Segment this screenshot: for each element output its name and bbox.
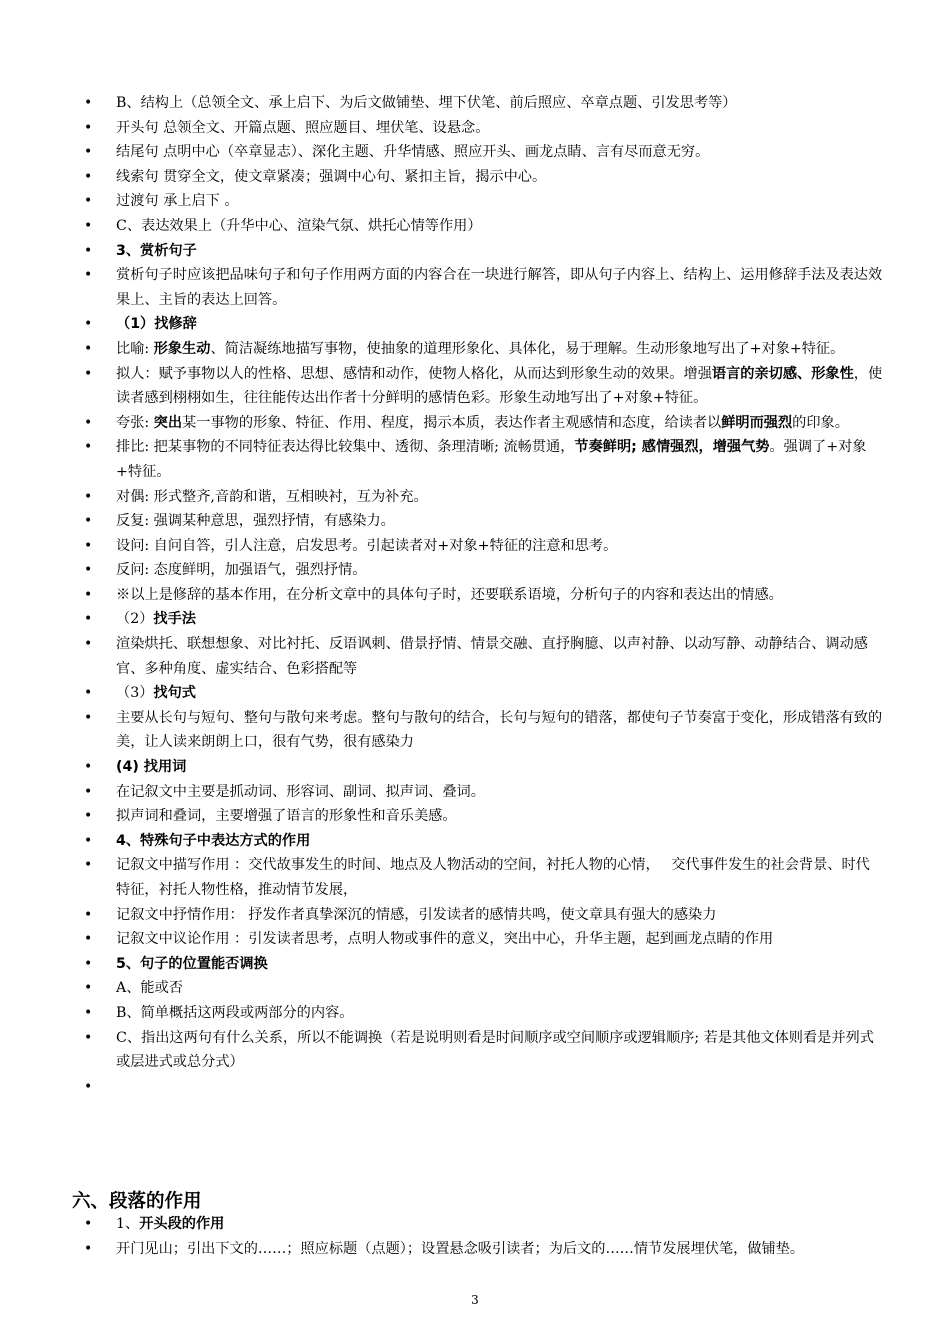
bold-text: 4、特殊句子中表达方式的作用 [116,832,311,849]
text-segment: 记叙文中描写作用 ：交代故事发生的时间、地点及人物活动的空间，衬托人物的心情， 交代事件发生的社会背景、时代特征，衬托人物性格，推动情节发展， [116,857,870,898]
list-item [84,853,884,902]
list-item-text [116,534,884,559]
list-item [84,558,884,583]
bullet-icon: • [84,267,93,284]
list-item [84,362,884,411]
list-item-text [116,1241,804,1257]
bullet-icon: • [84,439,93,456]
list-item-text [116,558,884,583]
text-segment: 夸张: [116,414,154,431]
bullet-icon: • [84,1240,93,1257]
bold-text: （1）找修辞 [116,316,197,333]
text-segment: 开头句 总领全文、开篇点题、照应题目、埋伏笔、设悬念。 [116,119,490,136]
bold-text: 找手法 [153,611,196,628]
list-item [84,312,884,337]
list-item-text [116,903,884,928]
text-segment: B、简单概括这两段或两部分的内容。 [116,1004,354,1021]
list-item [84,706,884,755]
list-item [84,91,884,116]
list-item-text [116,632,884,681]
bullet-icon: • [84,1004,93,1021]
bullet-icon: • [84,488,93,505]
bullet-icon: • [84,316,93,333]
bullet-icon: • [84,1029,93,1046]
text-segment: 某一事物的形象、特征、作用、程度，揭示本质，表达作者主观感情和态度，给读者以 [182,414,722,431]
text-segment: ※以上是修辞的基本作用，在分析文章中的具体句子时，还要联系语境，分析句子的内容和表达出的情感。 [116,586,783,603]
list-item [84,1026,884,1075]
bullet-icon: • [84,414,93,431]
text-segment: 1、 [116,1216,140,1232]
list-item [84,952,884,977]
text-segment: 记叙文中议论作用 ：引发读者思考，点明人物或事件的意义，突出中心，升华主题，起到画龙点睛的作用 [116,931,774,948]
list-item [84,607,884,632]
list-item [84,337,884,362]
text-segment: 赏析句子时应该把品味句子和句子作用两方面的内容合在一块进行解答，即从句子内容上、结构上、运用修辞手法及表达效果上、主旨的表达上回答。 [116,267,883,308]
text-segment: B、结构上（总领全文、承上启下、为后文做铺垫、埋下伏笔、前后照应、卒章点题、引发思考等） [116,95,737,111]
text-segment: 比喻: [116,340,154,357]
bullet-icon: • [84,759,93,776]
bullet-icon: • [84,168,93,185]
text-segment: 主要从长句与短句、整句与散句来考虑。整句与散句的结合，长句与短句的错落，都使句子节奏富于变化，形成错落有致的美，让人读来朗朗上口，很有气势，很有感染力 [116,709,883,751]
list-item [84,263,884,312]
text-segment: 开门见山；引出下文的……；照应标题（点题）；设置悬念吸引读者；为后文的……情节发展埋伏笔，做铺垫。 [116,1240,805,1257]
bullet-icon: • [84,95,93,111]
text-segment: （2） [116,611,154,628]
text-segment: 排比: 把某事物的不同特征表达得比较集中、透彻、条理清晰; 流畅贯通， [116,439,575,456]
list-item-text [116,263,884,312]
list-item-text [116,1216,224,1232]
text-segment: 线索句 贯穿全文，使文章紧凑；强调中心句、紧扣主旨，揭示中心。 [116,168,547,185]
bold-text: 突出 [153,414,183,431]
list-item [84,804,884,829]
bullet-icon: • [84,537,93,554]
text-segment: A、能或否 [116,980,183,997]
bullet-icon: • [84,931,93,948]
list-item [84,829,884,854]
list-item-text [116,116,884,141]
list-item [84,239,884,264]
list-item-text [116,706,884,755]
text-segment: 渲染烘托、联想想象、对比衬托、反语讽刺、借景抒情、情景交融、直抒胸臆、以声衬静、以动写静、动静结合、调动感官、多种角度、虚实结合、色彩搭配等 [116,636,868,677]
bold-text: 鲜明而强烈 [721,414,793,431]
text-segment: 、简洁凝练地描写事物，使抽象的道理形象化、具体化，易于理解。生动形象地写出了+对象+特征。 [210,340,845,357]
list-item-text [116,927,884,952]
text-segment: C、指出这两句有什么关系，所以不能调换（若是说明则看是时间顺序或空间顺序或逻辑顺序; 若是其他文体则看是并列式或层进式或总分式） [116,1029,874,1071]
list-item-text [116,829,884,854]
list-item [84,780,884,805]
bullet-icon: • [84,783,93,800]
list-item [84,485,884,510]
bullet-icon: • [84,857,93,874]
list-item-text [116,485,884,510]
list-item-text [116,435,884,484]
list-item-text [116,1026,884,1075]
text-segment: 记叙文中抒情作用： 抒发作者真挚深沉的情感，引发读者的感情共鸣，使文章具有强大的感染力 [116,906,717,923]
list-item-text [116,509,884,534]
text-segment: 的印象。 [792,414,849,431]
list-item-text [116,853,884,902]
text-segment: 反问: 态度鲜明，加强语气，强烈抒情。 [116,562,367,579]
list-item [84,976,884,1001]
bullet-icon: • [84,980,93,997]
list-item-text [116,165,884,190]
list-item [84,1212,884,1237]
text-segment: 对偶: 形式整齐,音韵和谐，互相映衬，互为补充。 [116,488,428,505]
text-segment: 反复: 强调某种意思，强烈抒情，有感染力。 [116,513,395,530]
bullet-icon: • [84,1216,93,1232]
text-segment: ，使读者感到栩栩如生，往往能传达出作者十分鲜明的感情色彩。形象生动地写出了+对象+特征。 [116,365,883,407]
list-item-text [116,583,884,608]
list-item [84,534,884,559]
list-item [84,189,884,214]
section-heading: 六、段落的作用 [72,1191,202,1212]
list-item-text [116,140,884,165]
list-item-text [116,976,884,1001]
list-item [84,1001,884,1026]
list-item [84,755,884,780]
list-item-text [116,189,884,214]
bullet-icon: • [84,144,93,161]
list-item-text [116,804,884,829]
bullet-icon: • [84,365,93,382]
bullet-icon: • [84,808,93,825]
list-item [84,927,884,952]
bullet-icon: • [84,906,93,923]
page-number: 3 [471,1293,479,1307]
bold-text: (4) 找用词 [116,759,187,776]
list-item-text [116,681,884,706]
bullet-list-main [84,91,884,1095]
list-item-text [116,607,884,632]
bullet-icon: • [84,685,93,702]
text-segment: 拟人：赋予事物以人的性格、思想、感情和动作，使物人格化，从而达到形象生动的效果。增强 [116,365,712,382]
bullet-icon: • [84,832,93,849]
text-segment: 过渡句 承上启下 。 [116,193,239,210]
bold-text: 3、赏析句子 [116,242,197,259]
list-item [84,1237,884,1262]
list-item-text [116,1001,884,1026]
text-segment: 。强调了+对象+特征。 [116,439,867,480]
text-segment: 设问: 自问自答，引人注意，启发思考。引起读者对+对象+特征的注意和思考。 [116,537,618,554]
list-item-text [116,411,884,436]
list-item [84,214,884,239]
bullet-icon: • [84,636,93,653]
bullet-icon: • [84,586,93,603]
bullet-icon: • [84,611,93,628]
bullet-icon: • [84,562,93,579]
list-item [84,411,884,436]
text-segment: 结尾句 点明中心（卒章显志）、深化主题、升华情感、照应开头、画龙点睛、言有尽而意无穷。 [116,144,710,161]
list-item-text [116,214,884,239]
bold-text: 语言的亲切感、形象性 [711,365,854,382]
bullet-icon: • [84,709,93,726]
bullet-icon: • [84,119,93,136]
bullet-icon: • [84,1078,93,1095]
list-item-text [116,952,884,977]
bold-text: 形象生动 [153,340,211,357]
list-item-text [116,312,884,337]
list-item-text [116,780,884,805]
bullet-icon: • [84,513,93,530]
bullet-icon: • [84,340,93,357]
bullet-icon: • [84,217,93,234]
list-item-text [116,337,884,362]
text-segment: （3） [116,685,154,702]
list-item [84,116,884,141]
list-item-text [116,362,884,411]
list-item [84,165,884,190]
list-item [84,140,884,165]
bold-text: 找句式 [153,685,196,702]
bold-text: 开头段的作用 [139,1216,225,1232]
bullet-icon: • [84,193,93,210]
bullet-list-section-six [84,1212,884,1261]
list-item-text [116,239,884,264]
text-segment: 在记叙文中主要是抓动词、形容词、副词、拟声词、叠词。 [116,783,485,800]
list-item-text [116,91,884,116]
list-item [84,435,884,484]
list-item [84,583,884,608]
bold-text: 节奏鲜明; 感情强烈，增强气势 [574,439,770,456]
bullet-icon: • [84,242,93,259]
text-segment: 拟声词和叠词，主要增强了语言的形象性和音乐美感。 [116,808,457,825]
list-item-text [116,755,884,780]
list-item [84,632,884,681]
text-segment: C、表达效果上（升华中心、渲染气氛、烘托心情等作用） [116,217,482,234]
bullet-icon: • [84,955,93,972]
bold-text: 5、句子的位置能否调换 [116,955,268,972]
list-item [84,509,884,534]
list-item [84,681,884,706]
list-item [84,903,884,928]
